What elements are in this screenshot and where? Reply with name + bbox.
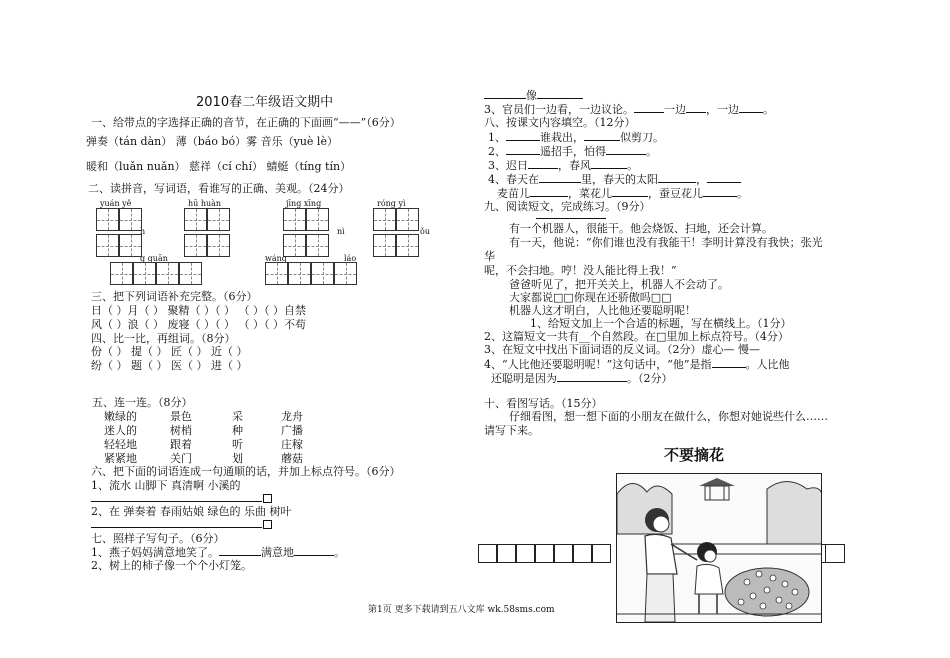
section-3-line-2: 风（ ）浪（ ） 废寝（ ）（ ） （ ）（ ）不苟 xyxy=(91,318,306,331)
passage-paragraph: 大家都说□□你现在还骄傲吗□□ xyxy=(509,291,672,304)
text: 还聪明是因为 xyxy=(491,372,557,385)
passage-paragraph: 华 xyxy=(484,250,495,263)
section-10-prompt: 仔细看图，想一想下面的小朋友在做什么，你想对她说些什么…… xyxy=(509,410,828,423)
pinyin-label: róng yì xyxy=(377,199,406,208)
section-7-heading: 七、照样子写句子。（6分） xyxy=(91,532,225,545)
section-1-line-2: 暖和（luǎn nuǎn） 慈祥（cí chí） 蜻蜓（tíng tín） xyxy=(86,160,352,173)
question-4-cont xyxy=(491,371,673,385)
answer-blank[interactable] xyxy=(506,130,540,141)
answer-blank[interactable] xyxy=(219,545,261,556)
answer-blank[interactable] xyxy=(707,172,741,183)
section-7-line-3 xyxy=(484,102,774,116)
section-3-line-1: 日（ ）月（ ） 聚精（ ）（ ） （ ）（ ）自禁 xyxy=(91,304,306,317)
question-4 xyxy=(484,357,790,371)
section-10-heading: 十、看图写话。（15分） xyxy=(484,397,603,410)
answer-blank[interactable] xyxy=(634,102,664,113)
text: 。 xyxy=(627,159,638,172)
pinyin-label: g guān xyxy=(140,254,168,263)
section-8-line-4 xyxy=(488,172,741,186)
section-8-line-1 xyxy=(488,130,664,144)
answer-line[interactable] xyxy=(91,501,262,502)
section-1-heading: 一、给带点的字选择正确的音节，在正确的下面画“——”（6分） xyxy=(91,116,401,129)
match-item[interactable]: 庄稼 xyxy=(281,438,303,451)
passage-paragraph: 呢，不会扫地。哼！没人能比得上我！” xyxy=(484,264,677,277)
answer-blank[interactable] xyxy=(537,88,583,99)
picture-title: 不要摘花 xyxy=(664,446,725,464)
footer: 第1页 更多下载请到五八文库 wk.58sms.com xyxy=(368,605,555,615)
passage-paragraph: 有一个机器人，很能干。他会烧饭、扫地，还会计算。 xyxy=(509,222,773,235)
text: 。人比他 xyxy=(745,358,790,371)
answer-blank[interactable] xyxy=(739,102,763,113)
pinyin-label: wáng xyxy=(265,254,287,263)
prompt-word: 像 xyxy=(526,89,537,102)
answer-blank[interactable] xyxy=(528,158,558,169)
answer-blank[interactable] xyxy=(612,186,648,197)
text: 3、迟日 xyxy=(488,159,528,172)
section-10-prompt: 请写下来。 xyxy=(484,424,539,437)
section-2-heading: 二、读拼音，写词语，看谁写的正确、美观。（24分） xyxy=(88,182,350,195)
question-1: 1、给短文加上一个合适的标题，写在横线上。（1分） xyxy=(530,317,792,330)
text: ，菜花儿 xyxy=(568,187,612,200)
illustration-drawing xyxy=(617,474,822,623)
pinyin-label: láo xyxy=(344,254,357,263)
example-sentence: 3、官员们一边看，一边议论。 xyxy=(484,103,634,116)
prompt-word: 满意地 xyxy=(261,546,294,559)
match-item[interactable]: 迷人的 xyxy=(104,424,137,437)
punctuation-box[interactable] xyxy=(263,491,272,504)
prompt-word: ，一边 xyxy=(706,103,739,116)
answer-blank[interactable] xyxy=(658,172,696,183)
passage-paragraph: 有一天，他说：“你们谁也没有我能干！李明计算没有我快；张光 xyxy=(509,236,823,249)
punctuation-box[interactable] xyxy=(263,517,272,530)
text: 里，春天的太阳 xyxy=(581,173,658,186)
answer-blank[interactable] xyxy=(506,144,540,155)
section-7-line-1 xyxy=(91,545,345,559)
match-item[interactable]: 听 xyxy=(232,438,243,451)
match-item[interactable]: 跟着 xyxy=(170,438,192,451)
match-item[interactable]: 划 xyxy=(232,452,243,465)
match-item[interactable]: 蘑菇 xyxy=(281,452,303,465)
num: 2、 xyxy=(488,145,506,158)
text: 4、“人比他还要聪明呢！”这句话中，“他”是指 xyxy=(484,358,712,371)
section-4-heading: 四、比一比，再组词。（8分） xyxy=(91,332,236,345)
prompt-word: 一边 xyxy=(664,103,686,116)
text: ，蚕豆花儿 xyxy=(648,187,703,200)
section-6-line-2: 2、在 弹奏着 春雨姑娘 绿色的 乐曲 树叶 xyxy=(91,505,292,518)
section-4-line-2: 纷（ ） 题（ ） 医（ ） 进（ ） xyxy=(91,359,248,372)
text: 遥招手，怕得 xyxy=(540,145,606,158)
section-8-line-5 xyxy=(497,186,748,200)
section-6-heading: 六、把下面的词语连成一句通顺的话，并加上标点符号。（6分） xyxy=(91,465,401,478)
answer-blank[interactable] xyxy=(606,144,646,155)
answer-blank[interactable] xyxy=(530,186,568,197)
text: 。（2分） xyxy=(627,372,673,385)
punct: 。 xyxy=(763,103,774,116)
match-item[interactable]: 轻轻地 xyxy=(104,438,137,451)
section-9-heading: 九、阅读短文，完成练习。（9分） xyxy=(484,200,651,213)
passage-paragraph: 机器人这才明白，人比他还要聪明呢！ xyxy=(509,304,696,317)
match-item[interactable]: 嫩绿的 xyxy=(104,410,137,423)
page-title: 2010春二年级语文期中 xyxy=(196,95,334,110)
question-2: 2、这篇短文一共有__个自然段。在□里加上标点符号。（4分） xyxy=(484,330,789,343)
section-7-line-2: 2、树上的柿子像一个个小灯笼。 xyxy=(91,559,252,572)
text: 麦苗儿 xyxy=(497,187,530,200)
match-item[interactable]: 种 xyxy=(232,424,243,437)
text: 。 xyxy=(646,145,657,158)
answer-blank[interactable] xyxy=(686,102,706,113)
answer-blank[interactable] xyxy=(294,545,334,556)
section-8-line-2 xyxy=(488,144,657,158)
section-8-line-3 xyxy=(488,158,638,172)
illustration-girl-and-mother xyxy=(616,473,822,623)
pinyin-label: nì xyxy=(337,227,345,236)
continued-line xyxy=(484,88,583,102)
pinyin-label: ǒu xyxy=(420,227,430,236)
section-4-line-1: 份（ ） 提（ ） 匠（ ） 近（ ） xyxy=(91,345,248,358)
text: 。 xyxy=(737,187,748,200)
punct: 。 xyxy=(334,546,345,559)
answer-blank[interactable] xyxy=(712,357,746,368)
title-answer-line[interactable] xyxy=(536,218,606,219)
section-6-line-1: 1、流水 山脚下 真清啊 小溪的 xyxy=(91,479,241,492)
pinyin-label: yuán yě xyxy=(100,199,132,208)
match-item[interactable]: 紧紧地 xyxy=(104,452,137,465)
match-item[interactable]: 关门 xyxy=(170,452,192,465)
answer-blank[interactable] xyxy=(584,130,620,141)
text: ， xyxy=(696,173,707,186)
section-1-line-1: 弹奏（tán dàn） 薄（báo bó）雾 音乐（yuè lè） xyxy=(86,135,338,148)
match-item[interactable]: 广播 xyxy=(281,424,303,437)
answer-line[interactable] xyxy=(91,527,262,528)
num: 1、 xyxy=(488,131,506,144)
question-3: 3、在短文中找出下面词语的反义词。（2分）虚心— 慢— xyxy=(484,343,760,356)
answer-blank[interactable] xyxy=(591,158,627,169)
answer-blank[interactable] xyxy=(484,88,526,99)
pinyin-label: h xyxy=(140,227,146,236)
answer-blank[interactable] xyxy=(557,371,627,382)
match-item[interactable]: 龙舟 xyxy=(281,410,303,423)
section-8-heading: 八、按课文内容填空。（12分） xyxy=(484,116,636,129)
passage-paragraph: 爸爸听见了，把开关关上，机器人不会动了。 xyxy=(509,278,729,291)
text: 谁栽出， xyxy=(540,131,584,144)
answer-blank[interactable] xyxy=(703,186,737,197)
pinyin-label: hū huàn xyxy=(188,199,222,208)
match-item[interactable]: 采 xyxy=(232,410,243,423)
match-item[interactable]: 树梢 xyxy=(170,424,192,437)
text: 4、春天在 xyxy=(488,173,539,186)
pinyin-label: jīng xīng xyxy=(286,199,322,208)
example-sentence: 1、燕子妈妈满意地笑了。 xyxy=(91,546,219,559)
section-5-heading: 五、连一连。（8分） xyxy=(92,396,193,409)
section-3-heading: 三、把下列词语补充完整。（6分） xyxy=(91,290,258,303)
text: 似剪刀。 xyxy=(620,131,664,144)
answer-blank[interactable] xyxy=(539,172,581,183)
text: ，春风 xyxy=(558,159,591,172)
match-item[interactable]: 景色 xyxy=(170,410,192,423)
